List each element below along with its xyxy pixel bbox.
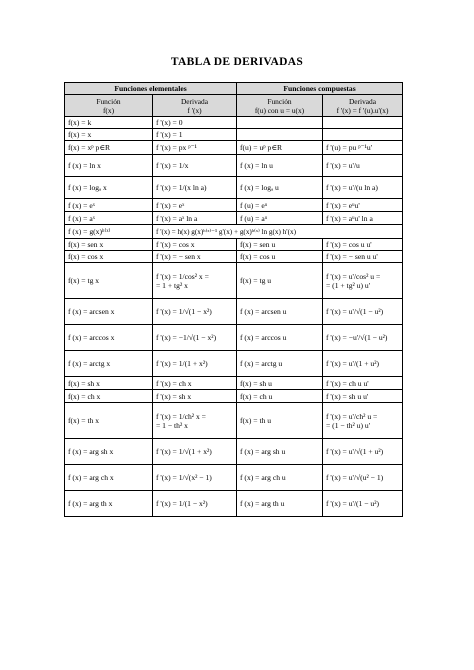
function-cell: f (x) = ln x xyxy=(65,155,153,177)
derivative-line: f '(x) = 1/(x ln a) xyxy=(156,183,207,192)
function-cell: f(x) = k xyxy=(65,117,153,129)
composite-function-cell: f (x) = arg ch u xyxy=(237,465,323,491)
function-cell: f (x) = arctg x xyxy=(65,351,153,377)
derivative-cell xyxy=(153,465,237,491)
derivative-cell xyxy=(153,439,237,465)
composite-derivative-cell xyxy=(323,239,403,251)
derivative-cell xyxy=(153,403,237,439)
composite-derivative-cell xyxy=(323,390,403,403)
composite-derivative-line: f '(x) = u'/(u ln a) xyxy=(326,183,378,192)
composite-derivative-cell xyxy=(323,403,403,439)
function-cell: f (x) = eˣ xyxy=(65,199,153,212)
derivative-cell xyxy=(153,225,403,239)
composite-derivative-line: = (1 − th² u) u' xyxy=(326,420,371,430)
derivative-line: f '(x) = 1/(1 + x²) xyxy=(156,359,208,368)
composite-derivative-cell xyxy=(323,263,403,299)
function-cell: f(x) = th x xyxy=(65,403,153,439)
composite-function-cell: f (x) = arctg u xyxy=(237,351,323,377)
function-cell: f (x) = logₐ x xyxy=(65,177,153,199)
derivative-cell xyxy=(153,141,237,155)
derivative-cell xyxy=(153,325,237,351)
derivative-cell xyxy=(153,199,237,212)
derivative-cell xyxy=(153,491,237,517)
composite-derivative-cell xyxy=(323,439,403,465)
composite-function-cell: f(x) = sen u xyxy=(237,239,323,251)
table-row xyxy=(65,403,403,439)
derivative-line: f '(x) = − sen x xyxy=(156,252,201,261)
composite-derivative-line: f '(x) = aᵘu' ln a xyxy=(326,213,373,223)
composite-derivative-line: f '(x) = − sen u u' xyxy=(326,252,378,261)
composite-derivative-line: f '(x) = u'/(1 − u²) xyxy=(326,499,380,508)
derivative-line: f '(x) = 1/(1 − x²) xyxy=(156,499,208,508)
function-cell: f(x) = x xyxy=(65,129,153,141)
table-row xyxy=(65,177,403,199)
derivative-line: f '(x) = eˣ xyxy=(156,200,185,210)
composite-derivative-line: f '(x) = u'/u xyxy=(326,161,360,170)
composite-derivative-line: f '(x) = cos u u' xyxy=(326,240,372,249)
composite-derivative-cell xyxy=(323,299,403,325)
function-cell: f(x) = sen x xyxy=(65,239,153,251)
composite-derivative-cell xyxy=(323,377,403,390)
derivative-line: f '(x) = sh x xyxy=(156,391,192,401)
derivative-cell xyxy=(153,263,237,299)
function-cell: f(x) = xᵖ p∈R xyxy=(65,141,153,155)
composite-derivative-line: f '(x) = u'/√(1 − u²) xyxy=(326,307,384,316)
composite-function-cell: f (x) = arg sh u xyxy=(237,439,323,465)
function-cell: f (x) = g(x)ʰ⁽ˣ⁾ xyxy=(65,225,153,239)
derivative-line: f '(x) = 1 xyxy=(156,130,183,139)
derivative-cell xyxy=(153,351,237,377)
function-cell: f (x) = aˣ xyxy=(65,212,153,225)
derivative-line: = 1 − th² x xyxy=(156,420,188,430)
derivative-cell xyxy=(153,177,237,199)
table-row xyxy=(65,212,403,225)
derivative-line: f '(x) = 0 xyxy=(156,118,183,127)
composite-function-cell xyxy=(237,129,323,141)
function-cell: f (x) = arg ch x xyxy=(65,465,153,491)
composite-derivative-line: = (1 + tg² u) u' xyxy=(326,280,371,290)
composite-derivative-line: f '(x) = u'/√(1 + u²) xyxy=(326,447,384,456)
subheader-derivada: Derivada f '(x) xyxy=(153,95,237,117)
derivative-line: f '(x) = 1/x xyxy=(156,161,189,170)
composite-derivative-line: f '(x) = −u'/√(1 − u²) xyxy=(326,333,388,342)
table-row xyxy=(65,129,403,141)
derivative-line: = 1 + tg² x xyxy=(156,280,188,290)
derivative-line: f '(x) = −1/√(1 − x²) xyxy=(156,333,217,342)
derivative-line: f '(x) = aˣ ln a xyxy=(156,213,198,223)
function-cell: f (x) = arg th x xyxy=(65,491,153,517)
composite-derivative-line: f '(x) = ch u u' xyxy=(326,378,369,388)
subheader-funcion-compuesta: Función f(u) con u = u(x) xyxy=(237,95,323,117)
function-cell: f(x) = cos x xyxy=(65,251,153,263)
composite-function-cell: f (x) = logₐ u xyxy=(237,177,323,199)
composite-derivative-line: f '(u) = pu ᵖ⁻¹u' xyxy=(326,143,373,152)
table-row xyxy=(65,299,403,325)
table-row xyxy=(65,239,403,251)
derivative-cell xyxy=(153,299,237,325)
table-row xyxy=(65,325,403,351)
composite-derivative-cell xyxy=(323,199,403,212)
header-elementales: Funciones elementales xyxy=(65,83,237,95)
composite-function-cell: f(x) = sh u xyxy=(237,377,323,390)
composite-function-cell: f(x) = ch u xyxy=(237,390,323,403)
derivative-cell xyxy=(153,377,237,390)
table-row xyxy=(65,263,403,299)
table-row xyxy=(65,439,403,465)
composite-derivative-cell xyxy=(323,177,403,199)
composite-derivative-line: f '(x) = u'/√(u² − 1) xyxy=(326,473,384,482)
composite-function-cell: f (u) = aᵘ xyxy=(237,212,323,225)
composite-derivative-cell xyxy=(323,465,403,491)
composite-derivative-cell xyxy=(323,251,403,263)
subheader-funcion: Función f(x) xyxy=(65,95,153,117)
composite-function-cell: f(x) = cos u xyxy=(237,251,323,263)
derivative-cell xyxy=(153,129,237,141)
derivative-cell xyxy=(153,212,237,225)
composite-derivative-line: f '(x) = sh u u' xyxy=(326,391,369,401)
derivative-line: f '(x) = h(x) g(x)ʰ⁽ˣ⁾⁻¹ g'(x) + g(x)ʰ⁽ˣ⁾ ln g(x) h'(x) xyxy=(156,228,296,236)
composite-derivative-line: f '(x) = u'/ch² u = xyxy=(326,411,378,421)
derivatives-table xyxy=(64,82,403,517)
function-cell: f (x) = arccos x xyxy=(65,325,153,351)
composite-function-cell: f(u) = uᵖ p∈R xyxy=(237,141,323,155)
composite-derivative-cell xyxy=(323,155,403,177)
composite-function-cell xyxy=(237,117,323,129)
table-row xyxy=(65,141,403,155)
table-row xyxy=(65,155,403,177)
composite-derivative-cell xyxy=(323,212,403,225)
composite-derivative-cell xyxy=(323,491,403,517)
composite-derivative-cell xyxy=(323,141,403,155)
derivative-line: f '(x) = 1/√(1 − x²) xyxy=(156,307,212,316)
composite-function-cell: f (x) = ln u xyxy=(237,155,323,177)
subheader-derivada-compuesta: Derivada f '(x) = f '(u).u'(x) xyxy=(323,95,403,117)
function-cell: f(x) = tg x xyxy=(65,263,153,299)
page-title: TABLA DE DERIVADAS xyxy=(170,56,304,68)
derivative-cell xyxy=(153,117,237,129)
composite-function-cell: f (x) = arcsen u xyxy=(237,299,323,325)
composite-function-cell: f (u) = eᵘ xyxy=(237,199,323,212)
table-row xyxy=(65,377,403,390)
derivative-line: f '(x) = 1/√(1 + x²) xyxy=(156,447,212,456)
table-row xyxy=(65,199,403,212)
table-row xyxy=(65,117,403,129)
function-cell: f (x) = arg sh x xyxy=(65,439,153,465)
composite-function-cell: f(x) = th u xyxy=(237,403,323,439)
derivative-line: f '(x) = cos x xyxy=(156,240,195,249)
composite-function-cell: f(x) = tg u xyxy=(237,263,323,299)
table-row xyxy=(65,465,403,491)
table-row xyxy=(65,491,403,517)
derivative-cell xyxy=(153,155,237,177)
composite-function-cell: f (x) = arg th u xyxy=(237,491,323,517)
function-cell: f(x) = ch x xyxy=(65,390,153,403)
composite-derivative-cell xyxy=(323,129,403,141)
table-row xyxy=(65,390,403,403)
table-row xyxy=(65,225,403,239)
composite-function-cell: f (x) = arccos u xyxy=(237,325,323,351)
composite-derivative-cell xyxy=(323,117,403,129)
derivative-cell xyxy=(153,239,237,251)
composite-derivative-cell xyxy=(323,325,403,351)
derivative-line: f '(x) = 1/ch² x = xyxy=(156,411,206,421)
derivative-cell xyxy=(153,390,237,403)
function-cell: f(x) = sh x xyxy=(65,377,153,390)
composite-derivative-line: f '(x) = u'/(1 + u²) xyxy=(326,359,380,368)
composite-derivative-cell xyxy=(323,351,403,377)
composite-derivative-line: f '(x) = u'/cos² u = xyxy=(326,271,381,281)
derivative-line: f '(x) = 1/√(x² − 1) xyxy=(156,473,212,482)
table-row xyxy=(65,351,403,377)
composite-derivative-line: f '(x) = eᵘu' xyxy=(326,200,360,210)
header-compuestas: Funciones compuestas xyxy=(237,83,403,95)
derivative-cell xyxy=(153,251,237,263)
function-cell: f (x) = arcsen x xyxy=(65,299,153,325)
derivative-line: f '(x) = ch x xyxy=(156,378,192,388)
derivative-line: f '(x) = px ᵖ⁻¹ xyxy=(156,143,197,152)
derivative-line: f '(x) = 1/cos² x = xyxy=(156,271,209,281)
table-row xyxy=(65,251,403,263)
